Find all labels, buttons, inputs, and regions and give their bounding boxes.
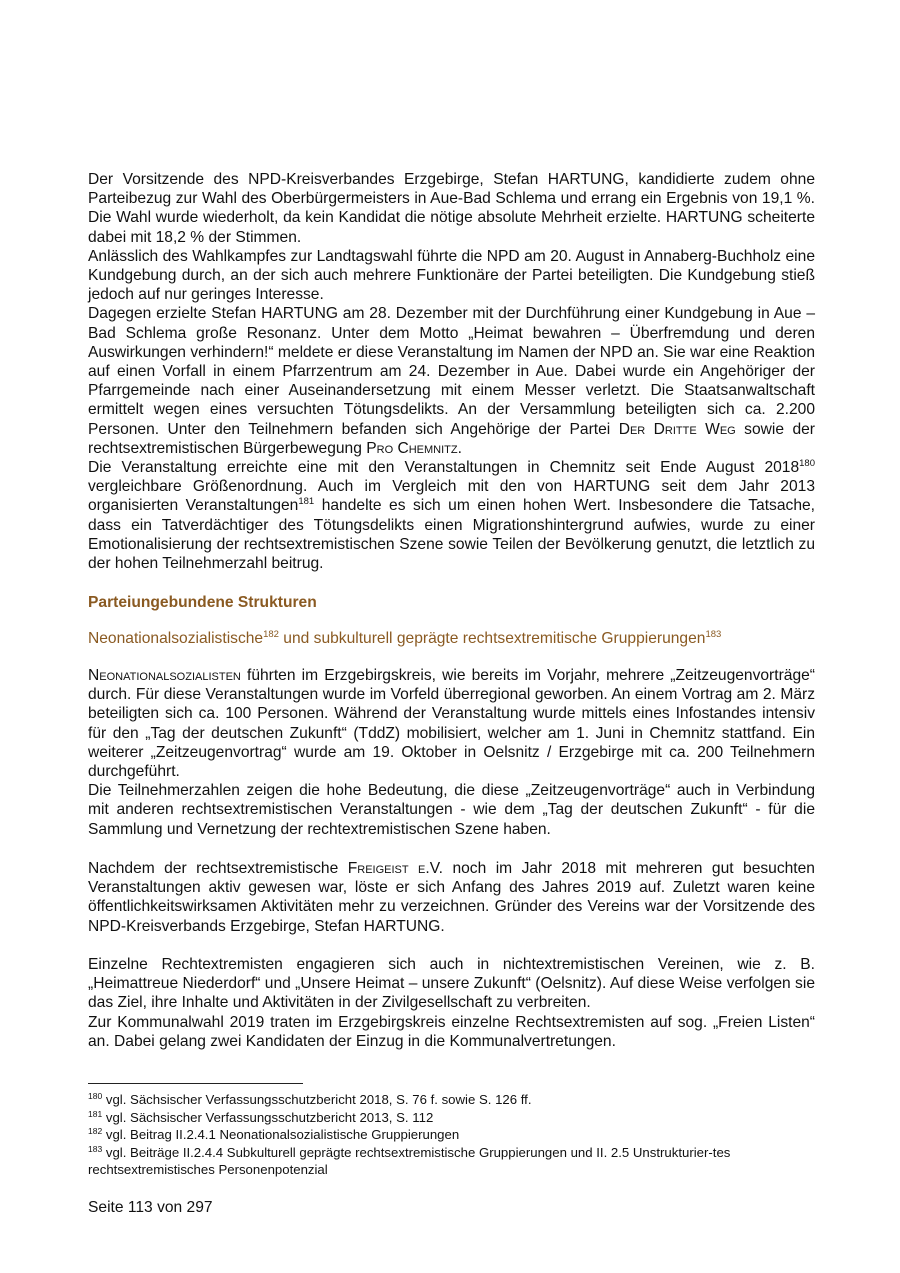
paragraph-text: führten im Erzgebirgskreis, wie bereits im Vorjahr, mehrere „Zeitzeugenvorträge“ durch. Für diese Veranstaltungen wurde im Vorfeld überregional geworben. An einem Vortrag am 2. März beteiligten sich ca. 100 Personen. Während der Veranstaltung wurde mittels eines Infostandes intensiv für den „Tag der deutschen Zukunft“ (TddZ) mobilisiert, welcher am 1. Juni in Chemnitz stattfand. Ein weiterer „Zeitzeugenvortrag“ wurde am 19. Oktober in Oelsnitz / Erzgebirge mit ca. 200 Teilnehmern durchgeführt.: [88, 667, 815, 781]
footnote-text: vgl. Sächsischer Verfassungsschutzbericht 2018, S. 76 f. sowie S. 126 ff.: [102, 1092, 532, 1107]
footnote-text: vgl. Sächsischer Verfassungsschutzbericht 2013, S. 112: [102, 1109, 434, 1125]
page-number: Seite 113 von 297: [88, 1199, 213, 1216]
party-name-pro-chemnitz: Pro Chemnitz: [366, 439, 458, 457]
footnote-ref-182[interactable]: 182: [263, 629, 279, 640]
footnote-text: vgl. Beitrag II.2.4.1 Neonationalsozialistische Gruppierungen: [102, 1127, 460, 1142]
footnote-180: [88, 1091, 818, 1109]
neonazi-section-text: [88, 666, 815, 839]
footnote-number: 183: [88, 1143, 103, 1154]
paragraph-text: handelte es sich um einen hohen Wert. Insbesondere die Tatsache, dass ein Tatverdächtiger des Tötungsdelikts einen Migrationshintergrund aufwies, wurde zu einer Emotionalisierung der rechtsextremistischen Szene sowie Teilen der Bevölkerung genutzt, die letztlich zu der hohen Teilnehmerzahl beitrug.: [88, 497, 815, 573]
paragraph-text: Dagegen erzielte Stefan HARTUNG am 28. Dezember mit der Durchführung einer Kundgebung in Aue – Bad Schlema große Resonanz. Unter dem Motto „Heimat bewahren – Überfremdung und deren Auswirkungen verhindern!“ meldete er diese Veranstaltung im Namen der NPD an. Sie war eine Reaktion auf einen Vorfall in einem Pfarrzentrum am 24. Dezember in Aue. Dabei wurde ein Angehöriger der Pfarrgemeinde nach einer Auseinandersetzung mit einem Messer verletzt. Die Staatsanwaltschaft ermittelt wegen eines versuchten Tötungsdelikts. An der Versammlung beteiligten sich ca. 2.200 Personen. Unter den Teilnehmern befanden sich Angehörige der Partei: [88, 305, 815, 438]
paragraph-text: Die Veranstaltung erreichte eine mit den Veranstaltungen in Chemnitz seit Ende August 2018: [88, 459, 800, 477]
paragraph-zeitzeugen: [88, 666, 815, 781]
footnote-number: 180: [88, 1091, 103, 1101]
paragraph-text: vergleichbare Größenordnung. Auch im Vergleich mit den von HARTUNG seit dem Jahr 2013 organisierten Veranstaltungen: [88, 478, 815, 515]
paragraph-hartung-election: Der Vorsitzende des NPD-Kreisverbandes Erzgebirge, Stefan HARTUNG, kandidierte zudem ohne Parteibezug zur Wahl des Oberbürgermeisters in Aue-Bad Schlema und errang ein Ergebnis von 19,1 %. Die Wahl wurde wiederholt, da kein Kandidat die nötige absolute Mehrheit erzielte. HARTUNG scheiterte dabei mit 18,2 % der Stimmen.: [88, 171, 815, 246]
npd-section-text: [88, 170, 815, 573]
freigeist-section-text: [88, 859, 815, 936]
party-name-der-dritte-weg: Der Dritte Weg: [618, 420, 736, 438]
paragraph-event-comparison: [88, 458, 815, 573]
footnote-181: [88, 1109, 818, 1127]
footnote-text: vgl. Beiträge II.2.4.4 Subkulturell geprägte rechtsextremistische Gruppierungen und II. 2.5 Unstrukturier-tes rechtsextremistisches Personenpotenzial: [88, 1144, 731, 1177]
footnote-183: [88, 1144, 818, 1179]
subsection-heading-text: und subkulturell geprägte rechtsextremitische Gruppierungen: [278, 630, 706, 647]
footnotes: [88, 1091, 818, 1179]
paragraph-rally-aue: [88, 304, 815, 458]
subsection-heading: [88, 630, 721, 648]
term-neonationalsozialisten: Neonationalsozialisten: [88, 667, 241, 684]
org-name-freigeist: Freigeist e.V.: [347, 860, 443, 877]
associations-section-text: [88, 955, 815, 1051]
section-heading: Parteiungebundene Strukturen: [88, 594, 317, 611]
paragraph-text: Nachdem der rechtsextremistische: [88, 860, 348, 877]
paragraph-participant-numbers: Die Teilnehmerzahlen zeigen die hohe Bedeutung, die diese „Zeitzeugenvorträge“ auch in Verbindung mit anderen rechtsextremistischen Veranstaltungen - wie dem „Tag der deutschen Zukunft“ - für die Sammlung und Vernetzung der rechtextremistischen Szene haben.: [88, 782, 815, 838]
paragraph-rally-annaberg: Anlässlich des Wahlkampfes zur Landtagswahl führte die NPD am 20. August in Annaberg-Buchholz eine Kundgebung durch, an der sich auch mehrere Funktionäre der Partei beteiligten. Die Kundgebung stieß jedoch auf nur geringes Interesse.: [88, 247, 815, 304]
footnote-ref-183[interactable]: 183: [705, 629, 722, 640]
footnote-divider: [88, 1083, 303, 1084]
paragraph-text: .: [457, 439, 462, 457]
paragraph-associations: Einzelne Rechtextremisten engagieren sich auch in nichtextremistischen Vereinen, wie z. B. „Heimattreue Niederdorf“ und „Unsere Heimat – unsere Zukunft“ (Oelsnitz). Auf diese Weise verfolgen sie das Ziel, ihre Inhalte und Aktivitäten in der Zivilgesellschaft zu verbreiten.: [88, 956, 815, 1012]
footnote-ref-180[interactable]: 180: [799, 458, 815, 470]
subsection-heading-text: Neonationalsozialistische: [88, 630, 264, 647]
paragraph-text: sowie der rechtsextremistischen Bürgerbewegung: [88, 420, 815, 457]
paragraph-freigeist: [88, 859, 815, 936]
footnote-number: 181: [88, 1108, 103, 1119]
paragraph-text: noch im Jahr 2018 mit mehreren gut besuchten Veranstaltungen aktiv gewesen war, löste er sich Anfang des Jahres 2019 auf. Zuletzt waren keine öffentlichkeitswirksamen Aktivitäten mehr zu verzeichnen. Gründer des Vereins war der Vorsitzende des NPD-Kreisverbands Erzgebirge, Stefan HARTUNG.: [88, 860, 815, 935]
footnote-ref-181[interactable]: 181: [298, 496, 315, 508]
footnote-182: [88, 1126, 818, 1144]
paragraph-local-election: Zur Kommunalwahl 2019 traten im Erzgebirgskreis einzelne Rechtsextremisten auf sog. „Freien Listen“ an. Dabei gelang zwei Kandidaten der Einzug in die Kommunalvertretungen.: [88, 1013, 815, 1050]
footnote-number: 182: [88, 1126, 103, 1136]
